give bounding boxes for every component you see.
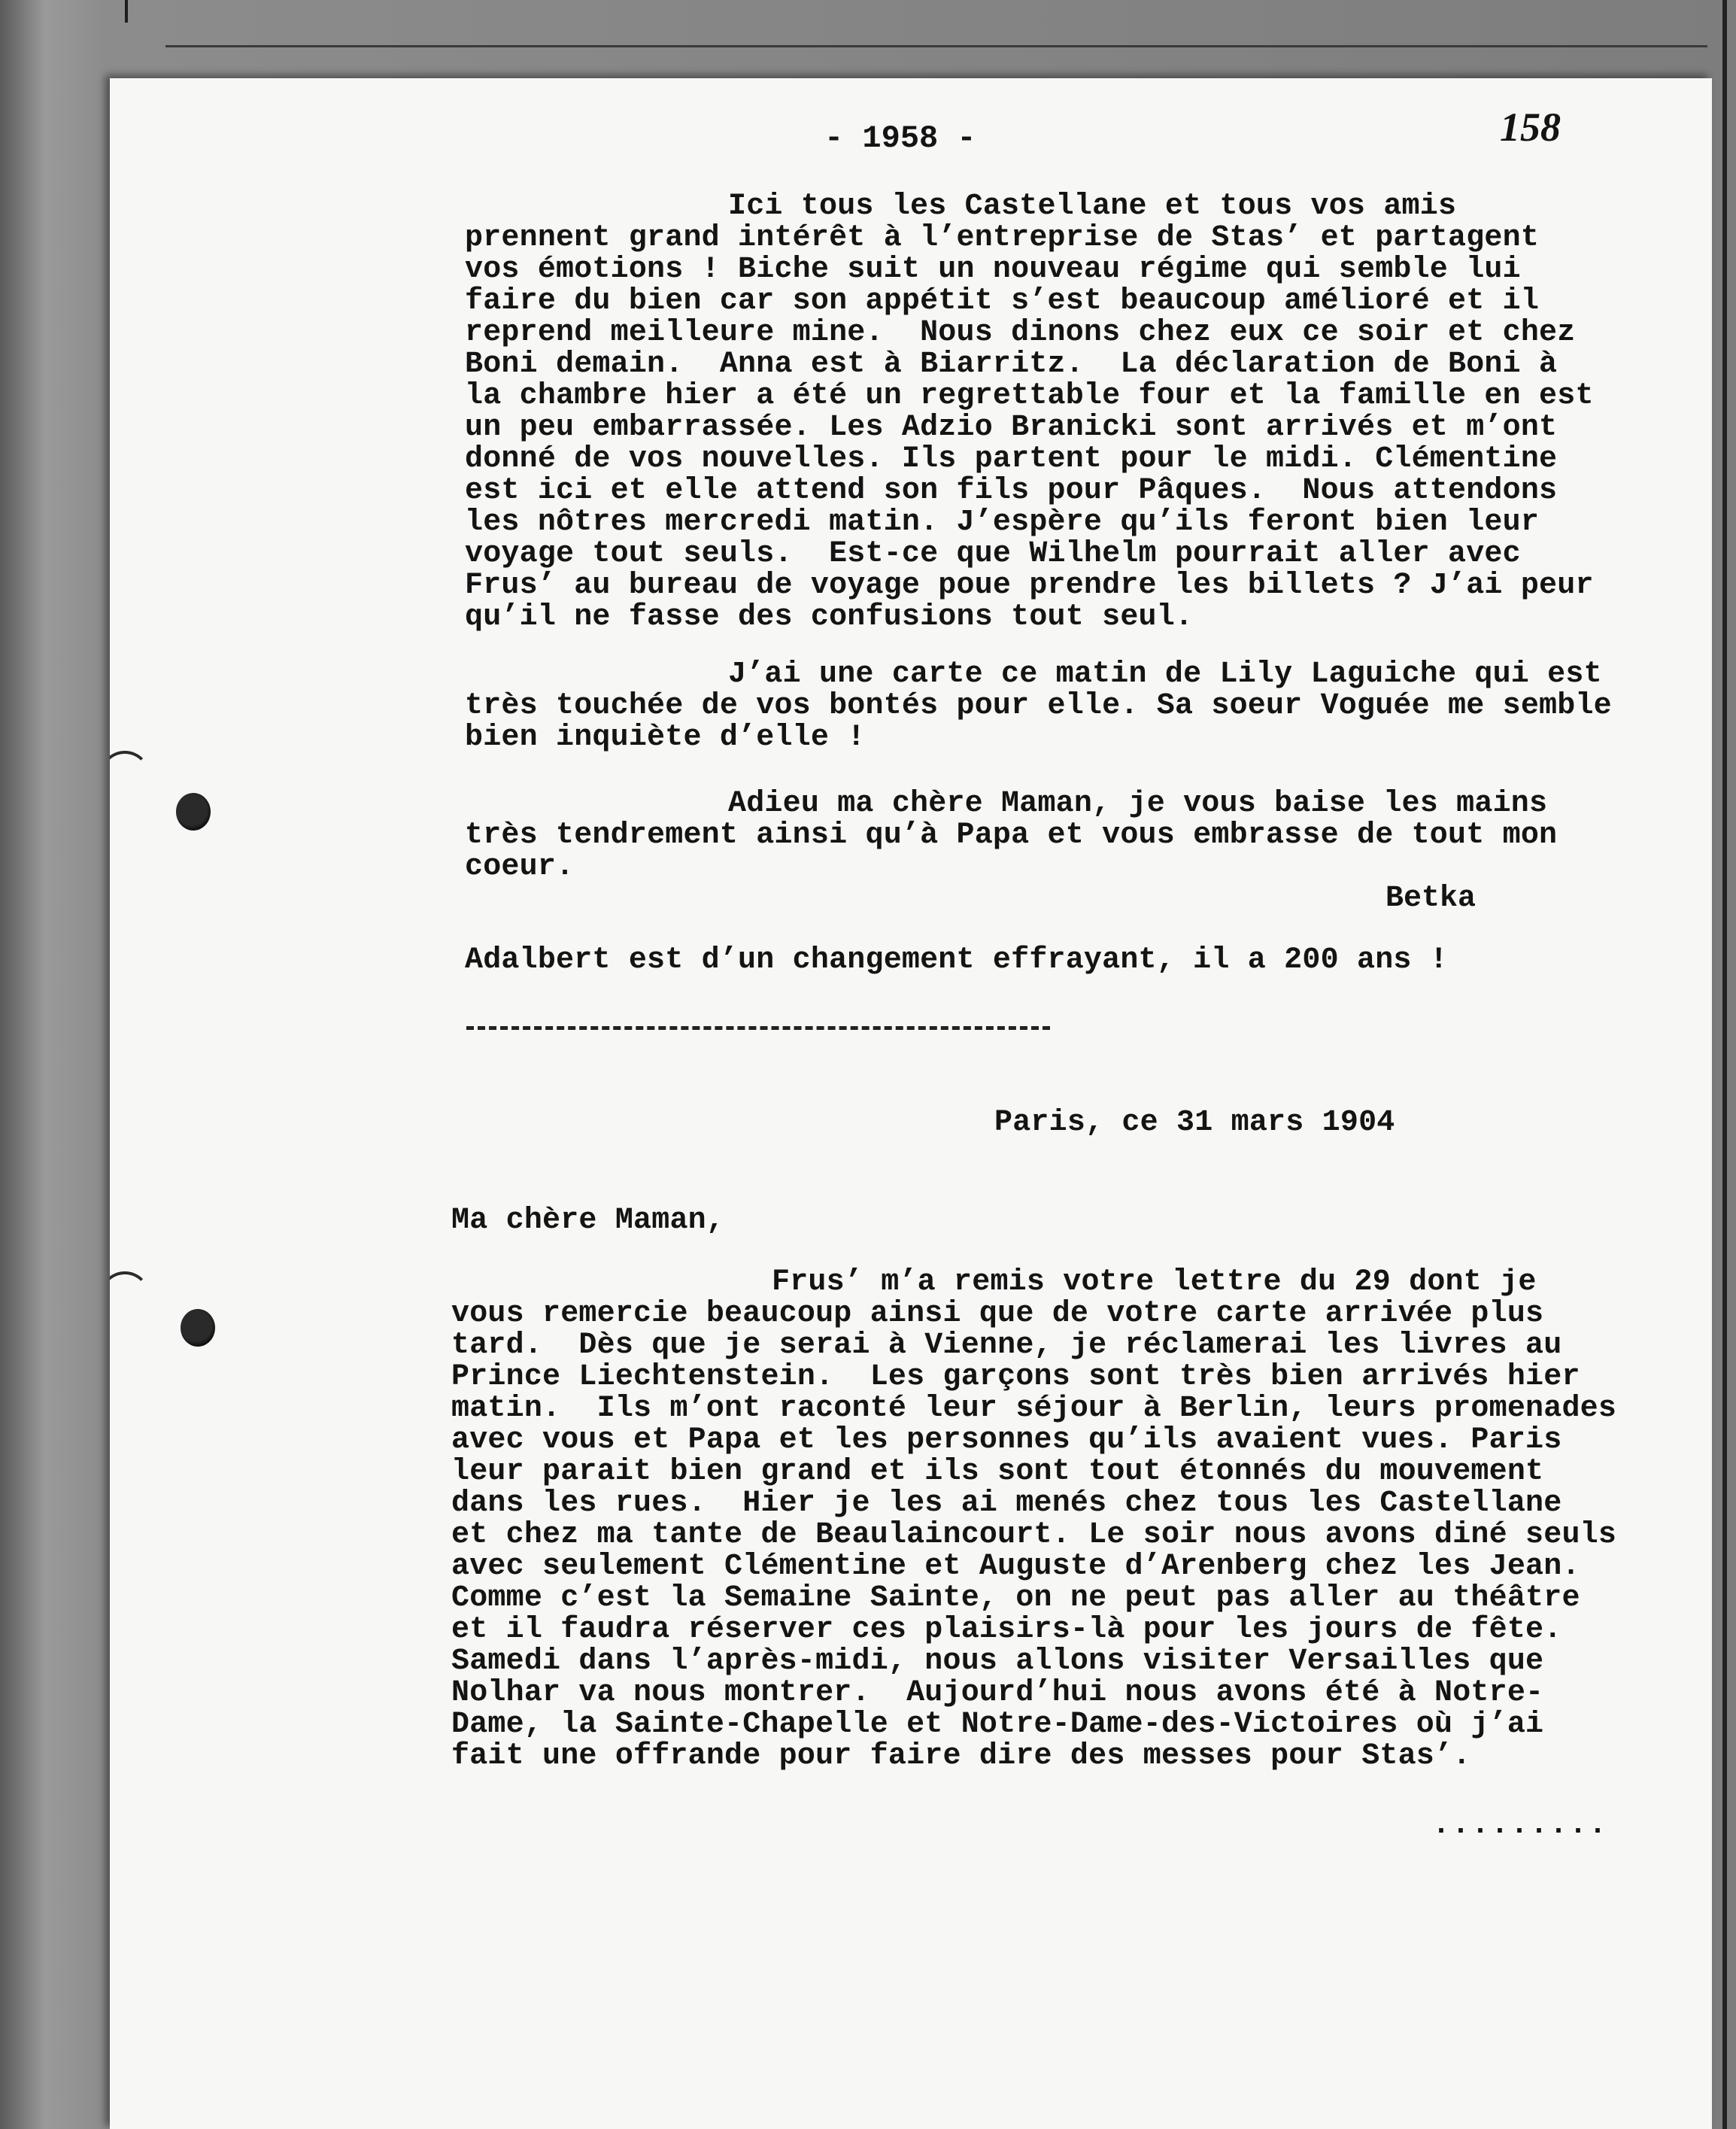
text-line: est ici et elle attend son fils pour Pâques. Nous attendons xyxy=(465,474,1558,508)
text-line: reprend meilleure mine. Nous dinons chez eux ce soir et chez xyxy=(465,316,1576,350)
dateline: Paris, ce 31 mars 1904 xyxy=(994,1106,1395,1140)
text-line: Dame, la Sainte-Chapelle et Notre-Dame-des-Victoires où j’ai xyxy=(451,1708,1544,1742)
text-line: J’ai une carte ce matin de Lily Laguiche qui est xyxy=(728,658,1602,691)
text-line: Ici tous les Castellane et tous vos amis xyxy=(728,190,1457,223)
scan-edge-top xyxy=(165,45,1707,47)
text-line: très touchée de vos bontés pour elle. Sa soeur Voguée me semble xyxy=(465,689,1612,723)
text-line: dans les rues. Hier je les ai menés chez tous les Castellane xyxy=(451,1487,1562,1520)
text-line: un peu embarrassée. Les Adzio Branicki sont arrivés et m’ont xyxy=(465,411,1558,445)
text-line: Frus’ m’a remis votre lettre du 29 dont je xyxy=(772,1265,1537,1299)
document-page xyxy=(110,78,1712,2129)
text-line: voyage tout seuls. Est-ce que Wilhelm pourrait aller avec xyxy=(465,537,1521,571)
scan-edge-right xyxy=(1722,0,1727,2129)
binder-ring-lower xyxy=(110,1271,150,1323)
text-line: Comme c’est la Semaine Sainte, on ne peut pas aller au théâtre xyxy=(451,1581,1580,1615)
text-line: très tendrement ainsi qu’à Papa et vous embrasse de tout mon xyxy=(465,818,1558,852)
text-line: matin. Ils m’ont raconté leur séjour à Berlin, leurs promenades xyxy=(451,1392,1617,1426)
text-line: qu’il ne fasse des confusions tout seul. xyxy=(465,600,1194,634)
text-line: Frus’ au bureau de voyage poue prendre les billets ? J’ai peur xyxy=(465,569,1594,603)
text-line: les nôtres mercredi matin. J’espère qu’ils feront bien leur xyxy=(465,506,1540,539)
text-line: vous remercie beaucoup ainsi que de votre carte arrivée plus xyxy=(451,1297,1544,1331)
text-line: Adieu ma chère Maman, je vous baise les mains xyxy=(728,787,1548,821)
text-line: bien inquiète d’elle ! xyxy=(465,721,866,755)
text-line: Boni demain. Anna est à Biarritz. La déclaration de Boni à xyxy=(465,348,1558,381)
binder-ring-upper xyxy=(110,751,150,802)
text-line: faire du bien car son appétit s’est beaucoup amélioré et il xyxy=(465,284,1540,318)
text-line: et il faudra réserver ces plaisirs-là pour les jours de fête. xyxy=(451,1613,1562,1647)
text-line: prennent grand intérêt à l’entreprise de Stas’ et partagent xyxy=(465,221,1540,255)
text-line: fait une offrande pour faire dire des messes pour Stas’. xyxy=(451,1739,1471,1773)
signature: Betka xyxy=(1385,882,1477,916)
separator-rule xyxy=(466,1026,1050,1030)
text-line: Samedi dans l’après-midi, nous allons visiter Versailles que xyxy=(451,1645,1544,1678)
text-line: tard. Dès que je serai à Vienne, je réclamerai les livres au xyxy=(451,1329,1562,1362)
text-line: avec vous et Papa et les personnes qu’ils avaient vues. Paris xyxy=(451,1423,1562,1457)
punch-hole-upper xyxy=(176,793,211,831)
text-line: leur parait bien grand et ils sont tout étonnés du mouvement xyxy=(451,1455,1544,1489)
punch-hole-lower xyxy=(181,1309,215,1347)
salutation: Ma chère Maman, xyxy=(451,1204,725,1238)
text-line: avec seulement Clémentine et Auguste d’Arenberg chez les Jean. xyxy=(451,1550,1580,1584)
text-line: la chambre hier a été un regrettable four et la famille en est xyxy=(465,379,1594,413)
text-line: donné de vos nouvelles. Ils partent pour le midi. Clémentine xyxy=(465,442,1558,476)
text-line: et chez ma tante de Beaulaincourt. Le soir nous avons diné seuls xyxy=(451,1518,1617,1552)
text-line: Prince Liechtenstein. Les garçons sont très bien arrivés hier xyxy=(451,1360,1580,1394)
scan-edge-left xyxy=(125,0,128,23)
continuation-dots: ......... xyxy=(1432,1809,1609,1842)
postscript: Adalbert est d’un changement effrayant, il a 200 ans ! xyxy=(465,943,1449,977)
folio-number: 158 xyxy=(1500,105,1561,150)
text-line: vos émotions ! Biche suit un nouveau régime qui semble lui xyxy=(465,253,1521,287)
page-number: - 1958 - xyxy=(824,120,976,156)
text-line: Nolhar va nous montrer. Aujourd’hui nous avons été à Notre- xyxy=(451,1676,1544,1710)
text-line: coeur. xyxy=(465,850,575,884)
